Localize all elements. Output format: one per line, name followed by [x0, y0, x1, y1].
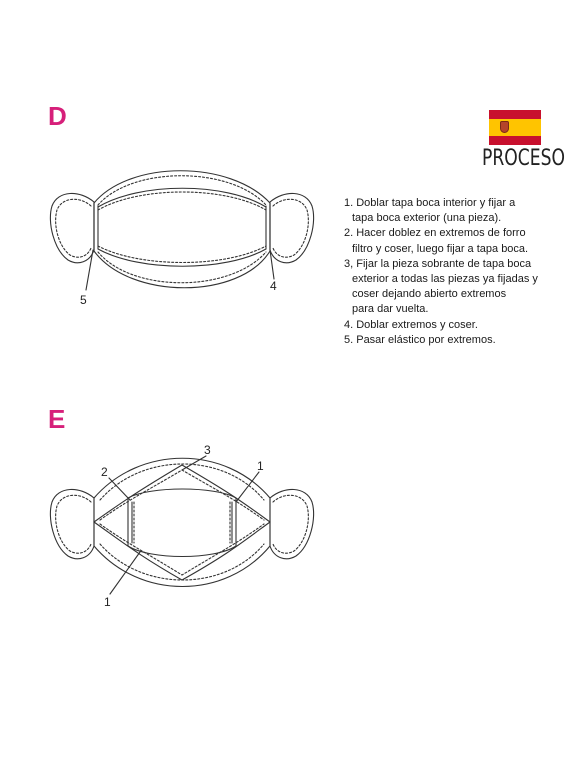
- step-2-line-1: 2. Hacer doblez en extremos de forro: [344, 227, 526, 240]
- mask-body-e: [94, 458, 270, 586]
- section-letter-d: D: [48, 101, 67, 131]
- step-5-line-1: 5. Pasar elástico por extremos.: [344, 333, 496, 346]
- callout-e-2: 2: [101, 465, 108, 479]
- callout-e-1-right: 1: [257, 459, 264, 473]
- step-1-line-2: tapa boca exterior (una pieza).: [352, 212, 502, 225]
- step-4-line-1: 4. Doblar extremos y coser.: [344, 318, 478, 331]
- step-3-line-1: 3, Fijar la pieza sobrante de tapa boca: [344, 257, 532, 270]
- mask-diagram-e: [50, 456, 313, 594]
- step-3-line-3: coser dejando abierto extremos: [352, 288, 507, 301]
- callout-e-3: 3: [204, 443, 211, 457]
- mask-diagram-d: [50, 171, 313, 290]
- step-3-line-2: exterior a todas las piezas ya fijadas y: [352, 273, 538, 286]
- callout-d-4: 4: [270, 279, 277, 293]
- step-1-line-1: 1. Doblar tapa boca interior y fijar a: [344, 197, 516, 209]
- step-2-line-2: filtro y coser, luego fijar a tapa boca.: [352, 242, 529, 255]
- inner-panel-e: [128, 489, 236, 557]
- process-title: PROCESO: [482, 146, 566, 171]
- callout-d-5: 5: [80, 293, 87, 307]
- step-3-line-4: para dar vuelta.: [352, 303, 429, 316]
- section-letter-e: E: [48, 404, 66, 434]
- callout-e-1-left: 1: [104, 595, 111, 609]
